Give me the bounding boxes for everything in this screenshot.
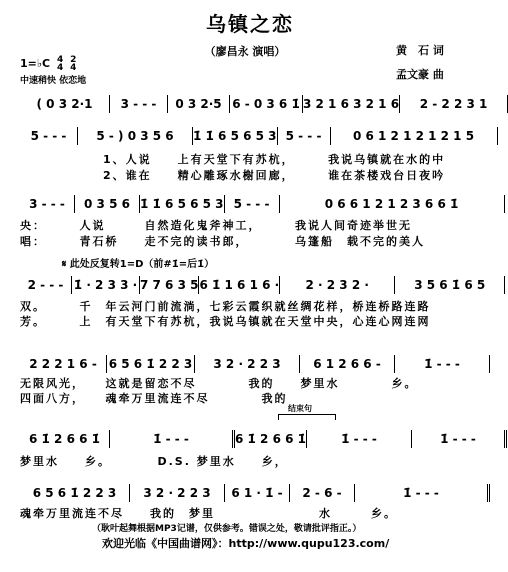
measure: 1̇ 1̇ 6 5 6 5 3 — [140, 197, 224, 211]
measure: 6 - 0 3 6 1̇ — [230, 95, 303, 113]
measure: 6 1̇ 2 6 6 1̇ — [20, 430, 110, 448]
measure: 6 1̇ 1 6 1 6 · — [199, 278, 280, 292]
lyric-line: 魂牵万里流连不尽 我的 梦里 水 乡。 — [20, 507, 397, 520]
time-signature-bottom: 4 — [56, 63, 64, 73]
lyric-line-verse-1: 央： 人说 自然造化鬼斧神工， 我说人间奇迹举世无 — [20, 219, 412, 232]
measure: 6 1̇ 2 6 6 1̇ — [235, 432, 306, 446]
measure: 2 · 2 3 2 · — [280, 276, 395, 294]
staff-row-6 — [20, 430, 490, 448]
measure: 6 5 6 1̇ 2 2 3 — [107, 355, 195, 373]
site-credit: 欢迎光临《中国曲谱网》：http://www.qupu123.com/ — [102, 537, 390, 550]
measure: 2 2 2 1 6 - — [20, 355, 107, 373]
measure: 1̇ - - - — [355, 484, 490, 502]
measure: 3 2 1 6 3 2 1 6 — [303, 97, 400, 111]
measure: 1̇ - - - — [395, 355, 490, 373]
lyric-line-verse-2: 唱： 青石桥 走不完的读书郎， 乌篷船 载不完的美人 — [20, 235, 425, 248]
performer-credit: （廖昌永 演唱） — [204, 45, 286, 58]
measure: 3 5 6 1̇ 6 5 — [395, 276, 505, 294]
measure: 3 - - - — [20, 195, 75, 213]
measure: 1̇ - - - — [307, 430, 412, 448]
measure: 5 - - - — [225, 195, 280, 213]
lyric-line-verse-2: 2、谁在 精心雕琢水榭回廊， 谁在茶楼戏台日夜吟 — [103, 169, 446, 182]
measure: 6 5 6 1̇ 2 2 3 — [20, 484, 130, 502]
key-signature: 1=♭C — [20, 57, 51, 70]
time-signature-1 — [57, 56, 63, 72]
staff-row-7 — [20, 484, 490, 502]
measure: 6 1 2 6 6 - — [300, 355, 395, 373]
measure: 0 6 6 1 2 1 2 3 6 6 1̇ — [280, 195, 505, 213]
time-signature-bottom: 4 — [70, 63, 77, 73]
measure: 1̇ 1̇ 6 5 6 5 3 — [193, 129, 277, 143]
measure: 3 2 · 2 2 3 — [195, 355, 300, 373]
ending-label: 结束句 — [288, 404, 312, 413]
staff-row-4 — [20, 276, 490, 294]
transcription-note: （耿叶起舞根据MP3记谱，仅供参考。错误之处，敬请批评指正。） — [92, 524, 362, 534]
measure: 0 3 2·5 — [168, 95, 230, 113]
lyric-line-verse-2: 四面八方， 魂牵万里流连不尽 我的 — [20, 392, 288, 405]
measure: 3 2 · 2 2 3 — [130, 484, 225, 502]
time-signature-top: 2 — [70, 55, 77, 65]
measure: 5 - - - — [278, 127, 331, 145]
segno-instruction: 𝄋 此处反复转1=D（前#1̇=后1̇） — [62, 259, 215, 270]
lyric-line-verse-1: 双。 千 年云河门前流淌，七彩云霞织就丝绸花样，桥连桥路连路 — [20, 300, 431, 313]
measure: 1̇ · 2 3 3 · — [72, 276, 140, 294]
staff-row-1 — [20, 95, 490, 113]
measure: 5 - - - — [20, 127, 78, 145]
lyric-line: 梦里水 乡。 D.S. 梦里水 乡， — [20, 455, 288, 468]
lyric-line-verse-1: 无限风光， 这就是留恋不尽 我的 梦里水 乡。 — [20, 377, 418, 390]
staff-row-2 — [20, 127, 490, 145]
staff-row-5 — [20, 355, 490, 373]
measure: 2 - 6 - — [290, 484, 355, 502]
measure: 1̇ - - - — [412, 430, 507, 448]
time-signature-top: 4 — [56, 55, 64, 65]
measure: 0 6 1 2 1 2 1 2 1 5 — [331, 127, 498, 145]
measure: 2 - 2 2 3 1 — [400, 95, 508, 113]
measure: 0 3 5 6 — [75, 195, 140, 213]
time-signature-2 — [70, 56, 76, 72]
staff-row-3 — [20, 195, 490, 213]
key-and-meter — [20, 56, 76, 72]
measure: ( 0 3 2·1 — [20, 95, 110, 113]
ending-bracket — [278, 414, 336, 420]
composer-credit: 孟文豪 曲 — [396, 68, 444, 81]
song-title: 乌镇之恋 — [206, 12, 294, 36]
measure: 3 - - - — [110, 95, 168, 113]
lyric-line-verse-2: 芳。 上 有天堂下有苏杭，我说乌镇就在天堂中央，心连心网连网 — [20, 315, 431, 328]
measure: 5 - ) 0 3 5 6 — [78, 127, 193, 145]
lyricist-credit: 黄 石 词 — [396, 44, 444, 57]
measure: 7 7 6 3 5 — [140, 278, 199, 292]
lyric-line-verse-1: 1、人说 上有天堂下有苏杭， 我说乌镇就在水的中 — [103, 153, 446, 166]
measure: 2 - - - — [20, 276, 72, 294]
measure: 6 1 · 1̇ - — [225, 484, 290, 502]
tempo-marking: 中速稍快 依恋地 — [20, 76, 87, 86]
measure: 1̇ - - - — [110, 430, 235, 448]
